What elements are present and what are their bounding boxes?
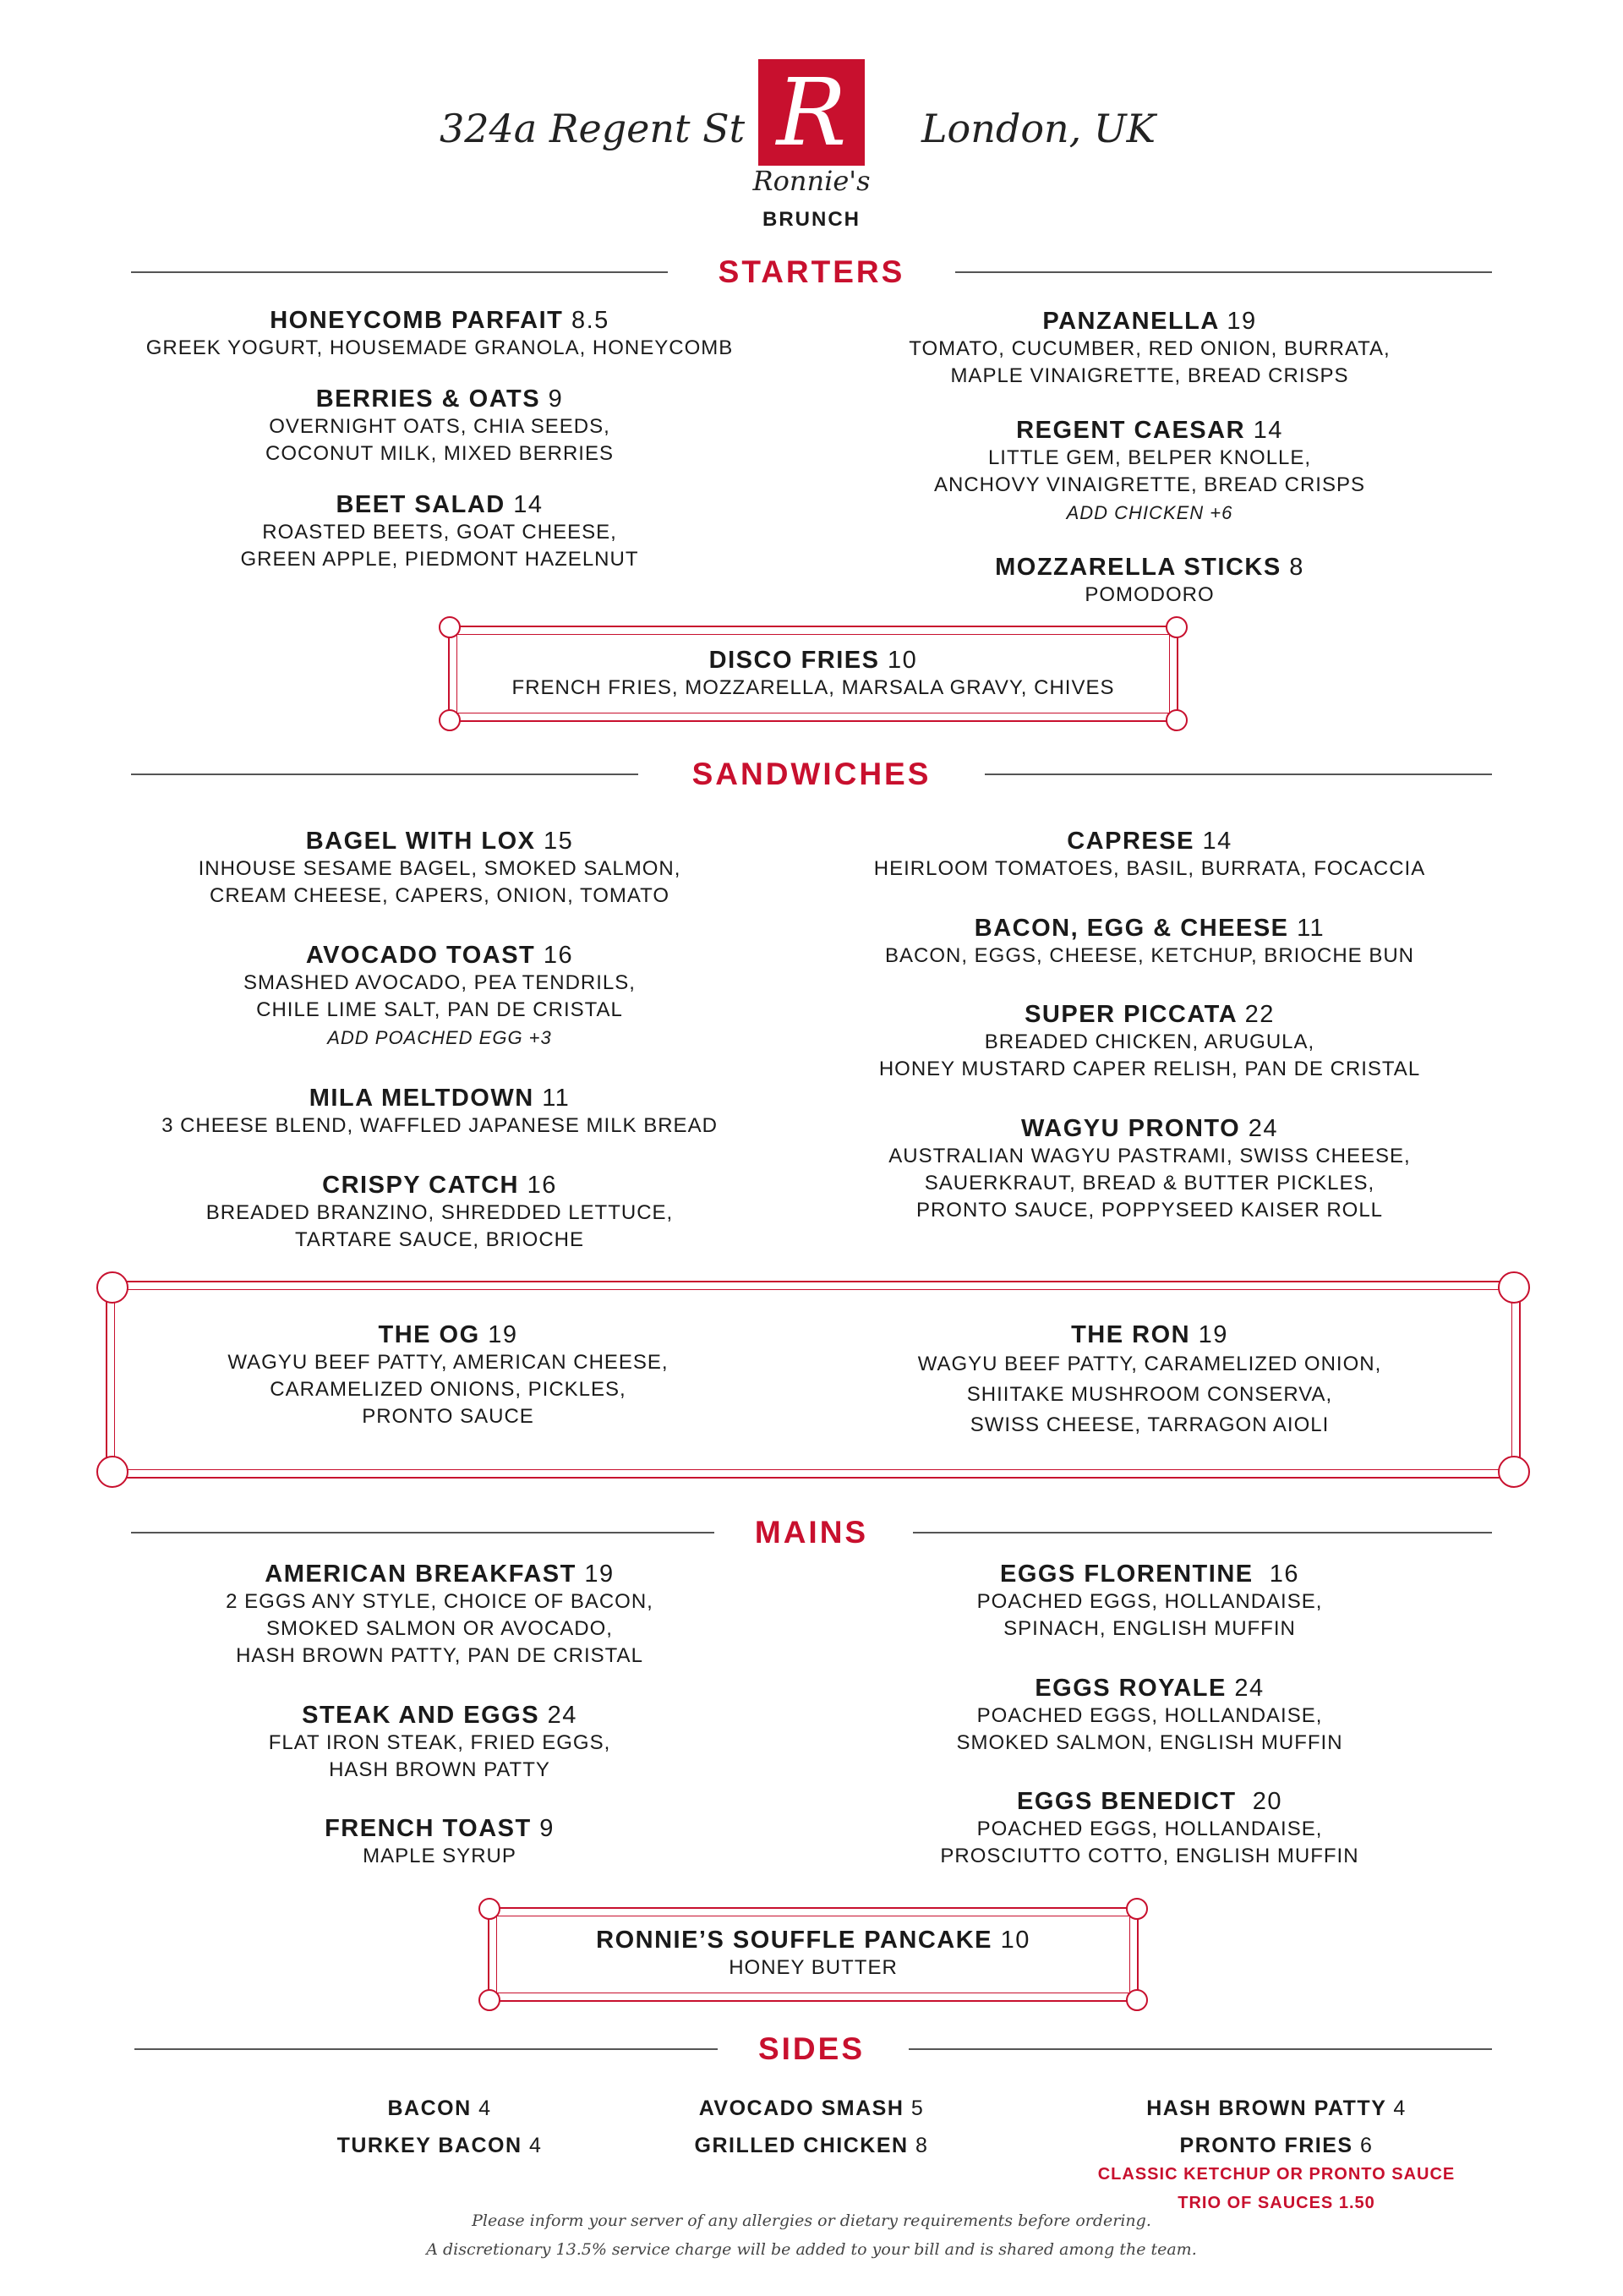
item-desc: MAPLE VINAIGRETTE, BREAD CRISPS bbox=[950, 364, 1349, 387]
item-price: 11 bbox=[1297, 915, 1325, 942]
item-desc: FRENCH FRIES, MOZZARELLA, MARSALA GRAVY, CHIVES bbox=[511, 676, 1115, 699]
item-name: BEET SALAD bbox=[336, 491, 505, 518]
item-price: 16 bbox=[527, 1172, 557, 1199]
menu-item-panzanella bbox=[795, 307, 1505, 390]
section-sandwiches bbox=[131, 749, 1492, 800]
menu-item-souffle-pancake bbox=[488, 1926, 1139, 1982]
item-price: 8 bbox=[915, 2134, 929, 2157]
logo-letter: R bbox=[776, 58, 847, 167]
item-name: THE RON bbox=[1071, 1321, 1191, 1348]
item-desc: LITTLE GEM, BELPER KNOLLE, bbox=[987, 446, 1312, 469]
item-name: SUPER PICCATA bbox=[1025, 1001, 1238, 1028]
item-desc: CHILE LIME SALT, PAN DE CRISTAL bbox=[256, 998, 623, 1021]
item-desc: SMOKED SALMON OR AVOCADO, bbox=[266, 1617, 613, 1640]
item-desc: FLAT IRON STEAK, FRIED EGGS, bbox=[268, 1731, 611, 1754]
side-pronto-fries bbox=[1065, 2131, 1488, 2217]
menu-item-eggs-royale bbox=[795, 1674, 1505, 1757]
menu-item-eggs-benedict bbox=[795, 1787, 1505, 1870]
section-title-sides: SIDES bbox=[757, 2031, 866, 2066]
menu-item-bagel-with-lox bbox=[85, 827, 795, 910]
item-desc: MAPLE SYRUP bbox=[363, 1845, 516, 1867]
item-desc: SAUERKRAUT, BREAD & BUTTER PICKLES, bbox=[924, 1172, 1375, 1194]
item-price: 11 bbox=[542, 1085, 571, 1112]
item-name: PRONTO FRIES bbox=[1179, 2134, 1353, 2157]
item-price: 10 bbox=[1000, 1927, 1030, 1954]
item-price: 24 bbox=[1248, 1115, 1278, 1142]
item-desc: POACHED EGGS, HOLLANDAISE, bbox=[976, 1704, 1323, 1727]
item-price: 19 bbox=[584, 1561, 615, 1588]
item-addon-note: ADD CHICKEN +6 bbox=[1066, 502, 1233, 523]
section-title-mains: MAINS bbox=[754, 1515, 869, 1550]
box-corner bbox=[1166, 709, 1188, 731]
item-desc: TOMATO, CUCUMBER, RED ONION, BURRATA, bbox=[909, 337, 1391, 360]
menu-item-disco-fries bbox=[448, 646, 1178, 702]
item-desc: ANCHOVY VINAIGRETTE, BREAD CRISPS bbox=[934, 473, 1365, 496]
item-desc: HONEY BUTTER bbox=[729, 1956, 898, 1979]
side-avocado-smash bbox=[642, 2094, 981, 2123]
menu-item-super-piccata bbox=[795, 1000, 1505, 1083]
item-desc: HASH BROWN PATTY, PAN DE CRISTAL bbox=[236, 1644, 643, 1667]
item-price: 24 bbox=[547, 1702, 577, 1729]
section-title-sandwiches: SANDWICHES bbox=[691, 757, 932, 791]
item-desc: SPINACH, ENGLISH MUFFIN bbox=[1003, 1617, 1296, 1640]
menu-item-bacon-egg-cheese bbox=[795, 914, 1505, 970]
item-price: 14 bbox=[1202, 828, 1232, 855]
item-desc: SHIITAKE MUSHROOM CONSERVA, bbox=[966, 1383, 1333, 1406]
box-corner bbox=[478, 1898, 500, 1920]
item-desc: HASH BROWN PATTY bbox=[329, 1758, 550, 1781]
item-desc: GREEK YOGURT, HOUSEMADE GRANOLA, HONEYCOMB bbox=[145, 336, 734, 359]
item-desc: TARTARE SAUCE, BRIOCHE bbox=[294, 1228, 585, 1251]
section-starters bbox=[131, 247, 1492, 298]
item-name: PANZANELLA bbox=[1042, 308, 1219, 335]
item-price: 14 bbox=[1253, 417, 1283, 444]
box-corner bbox=[1126, 1989, 1148, 2011]
item-name: RONNIE’S SOUFFLE PANCAKE bbox=[596, 1927, 993, 1954]
item-desc: PRONTO SAUCE bbox=[362, 1405, 534, 1428]
item-name: WAGYU PRONTO bbox=[1021, 1115, 1241, 1142]
section-sides bbox=[131, 2024, 1492, 2075]
item-desc: SMOKED SALMON, ENGLISH MUFFIN bbox=[956, 1731, 1343, 1754]
item-desc: INHOUSE SESAME BAGEL, SMOKED SALMON, bbox=[198, 857, 681, 880]
item-price: 24 bbox=[1234, 1675, 1265, 1702]
item-desc: PROSCIUTTO COTTO, ENGLISH MUFFIN bbox=[940, 1845, 1359, 1867]
item-price: 20 bbox=[1252, 1788, 1282, 1815]
box-corner bbox=[96, 1456, 128, 1488]
menu-item-mozzarella-sticks bbox=[795, 553, 1505, 609]
item-price: 6 bbox=[1360, 2134, 1374, 2157]
item-desc: POMODORO bbox=[1085, 583, 1215, 606]
menu-item-eggs-florentine bbox=[795, 1560, 1505, 1643]
item-desc: BACON, EGGS, CHEESE, KETCHUP, BRIOCHE BUN bbox=[884, 944, 1414, 967]
item-price: 9 bbox=[539, 1815, 555, 1842]
box-corner bbox=[1126, 1898, 1148, 1920]
menu-item-crispy-catch bbox=[85, 1171, 795, 1254]
item-price: 4 bbox=[529, 2134, 543, 2157]
logo-name: Ronnie's bbox=[752, 165, 871, 197]
menu-subtitle: BRUNCH bbox=[762, 208, 861, 231]
side-note: CLASSIC KETCHUP OR PRONTO SAUCE bbox=[1097, 2165, 1456, 2184]
item-price: 5 bbox=[910, 2096, 925, 2120]
box-corner bbox=[439, 616, 461, 638]
item-price: 10 bbox=[888, 647, 918, 674]
item-name: AVOCADO SMASH bbox=[698, 2096, 904, 2120]
item-price: 8 bbox=[1289, 554, 1304, 581]
menu-item-american-breakfast bbox=[85, 1560, 795, 1670]
item-price: 9 bbox=[548, 385, 564, 413]
item-desc: ROASTED BEETS, GOAT CHEESE, bbox=[262, 521, 617, 544]
item-desc: OVERNIGHT OATS, CHIA SEEDS, bbox=[269, 415, 610, 438]
item-price: 8.5 bbox=[571, 307, 609, 334]
item-name: CAPRESE bbox=[1067, 828, 1194, 855]
item-price: 19 bbox=[1198, 1321, 1228, 1348]
item-desc: COCONUT MILK, MIXED BERRIES bbox=[265, 442, 614, 465]
item-name: CRISPY CATCH bbox=[322, 1172, 519, 1199]
item-desc: POACHED EGGS, HOLLANDAISE, bbox=[976, 1590, 1323, 1613]
section-title-starters: STARTERS bbox=[718, 254, 905, 289]
item-desc: GREEN APPLE, PIEDMONT HAZELNUT bbox=[240, 548, 639, 571]
box-corner bbox=[1166, 616, 1188, 638]
item-name: EGGS ROYALE bbox=[1035, 1675, 1227, 1702]
item-name: AVOCADO TOAST bbox=[305, 942, 536, 969]
menu-item-the-og bbox=[127, 1320, 769, 1430]
menu-item-caprese bbox=[795, 827, 1505, 883]
menu-item-the-ron bbox=[828, 1320, 1471, 1440]
item-name: BAGEL WITH LOX bbox=[305, 828, 536, 855]
item-desc: BREADED CHICKEN, ARUGULA, bbox=[984, 1030, 1315, 1053]
item-price: 19 bbox=[1227, 308, 1257, 335]
item-name: BACON bbox=[387, 2096, 472, 2120]
box-corner bbox=[1498, 1456, 1530, 1488]
allergy-notice: Please inform your server of any allergies or dietary requirements before ordering. bbox=[472, 2211, 1151, 2230]
item-name: THE OG bbox=[378, 1321, 480, 1348]
item-name: EGGS FLORENTINE bbox=[999, 1561, 1254, 1588]
item-desc: SMASHED AVOCADO, PEA TENDRILS, bbox=[243, 971, 636, 994]
side-hash-brown-patty bbox=[1065, 2094, 1488, 2123]
item-price: 16 bbox=[543, 942, 574, 969]
box-corner bbox=[96, 1271, 128, 1304]
item-name: EGGS BENEDICT bbox=[1017, 1788, 1237, 1815]
box-corner bbox=[439, 709, 461, 731]
menu-item-regent-caesar bbox=[795, 416, 1505, 528]
item-addon-note: ADD POACHED EGG +3 bbox=[327, 1027, 552, 1048]
menu-item-mila-meltdown bbox=[85, 1084, 795, 1140]
item-price: 19 bbox=[488, 1321, 518, 1348]
item-desc: 2 EGGS ANY STYLE, CHOICE OF BACON, bbox=[226, 1590, 653, 1613]
menu-item-honeycomb-parfait bbox=[85, 306, 795, 362]
item-desc: PRONTO SAUCE, POPPYSEED KAISER ROLL bbox=[915, 1199, 1384, 1222]
side-turkey-bacon bbox=[270, 2131, 609, 2160]
item-price: 14 bbox=[513, 491, 544, 518]
menu-item-steak-and-eggs bbox=[85, 1701, 795, 1784]
item-price: 15 bbox=[544, 828, 574, 855]
item-price: 22 bbox=[1244, 1001, 1275, 1028]
section-mains bbox=[131, 1507, 1492, 1558]
item-desc: BREADED BRANZINO, SHREDDED LETTUCE, bbox=[205, 1201, 674, 1224]
menu-item-berries-oats bbox=[85, 385, 795, 467]
item-name: BERRIES & OATS bbox=[315, 385, 541, 413]
menu-item-french-toast bbox=[85, 1814, 795, 1870]
item-name: MILA MELTDOWN bbox=[309, 1085, 534, 1112]
item-desc: POACHED EGGS, HOLLANDAISE, bbox=[976, 1818, 1323, 1840]
item-name: FRENCH TOAST bbox=[325, 1815, 532, 1842]
item-desc: HONEY MUSTARD CAPER RELISH, PAN DE CRISTAL bbox=[878, 1058, 1421, 1080]
menu-item-avocado-toast bbox=[85, 941, 795, 1052]
item-name: TURKEY BACON bbox=[336, 2134, 522, 2157]
item-name: AMERICAN BREAKFAST bbox=[265, 1561, 577, 1588]
address-right: London, UK bbox=[921, 106, 1156, 151]
item-desc: CARAMELIZED ONIONS, PICKLES, bbox=[270, 1378, 626, 1401]
side-note: TRIO OF SAUCES 1.50 bbox=[1178, 2194, 1375, 2212]
logo bbox=[758, 59, 865, 166]
item-desc: WAGYU BEEF PATTY, CARAMELIZED ONION, bbox=[917, 1353, 1382, 1375]
item-name: HONEYCOMB PARFAIT bbox=[270, 307, 564, 334]
item-name: GRILLED CHICKEN bbox=[694, 2134, 909, 2157]
item-desc: HEIRLOOM TOMATOES, BASIL, BURRATA, FOCACCIA bbox=[873, 857, 1426, 880]
item-name: REGENT CAESAR bbox=[1016, 417, 1246, 444]
box-corner bbox=[1498, 1271, 1530, 1304]
item-name: DISCO FRIES bbox=[708, 647, 880, 674]
service-charge-notice: A discretionary 13.5% service charge will be added to your bill and is shared among the team. bbox=[426, 2240, 1197, 2259]
item-price: 4 bbox=[1393, 2096, 1407, 2120]
side-bacon bbox=[270, 2094, 609, 2123]
menu-item-beet-salad bbox=[85, 490, 795, 573]
item-desc: CREAM CHEESE, CAPERS, ONION, TOMATO bbox=[210, 884, 669, 907]
side-grilled-chicken bbox=[642, 2131, 981, 2160]
item-name: MOZZARELLA STICKS bbox=[995, 554, 1281, 581]
item-name: BACON, EGG & CHEESE bbox=[974, 915, 1289, 942]
item-desc: SWISS CHEESE, TARRAGON AIOLI bbox=[970, 1413, 1330, 1436]
item-desc: WAGYU BEEF PATTY, AMERICAN CHEESE, bbox=[227, 1351, 669, 1374]
box-corner bbox=[478, 1989, 500, 2011]
item-price: 16 bbox=[1269, 1561, 1300, 1588]
item-price: 4 bbox=[478, 2096, 492, 2120]
menu-item-wagyu-pronto bbox=[795, 1114, 1505, 1224]
address-left: 324a Regent St bbox=[440, 106, 746, 151]
item-desc: 3 CHEESE BLEND, WAFFLED JAPANESE MILK BREAD bbox=[161, 1114, 718, 1137]
item-name: STEAK AND EGGS bbox=[302, 1702, 540, 1729]
item-name: HASH BROWN PATTY bbox=[1146, 2096, 1386, 2120]
item-desc: AUSTRALIAN WAGYU PASTRAMI, SWISS CHEESE, bbox=[888, 1145, 1411, 1167]
